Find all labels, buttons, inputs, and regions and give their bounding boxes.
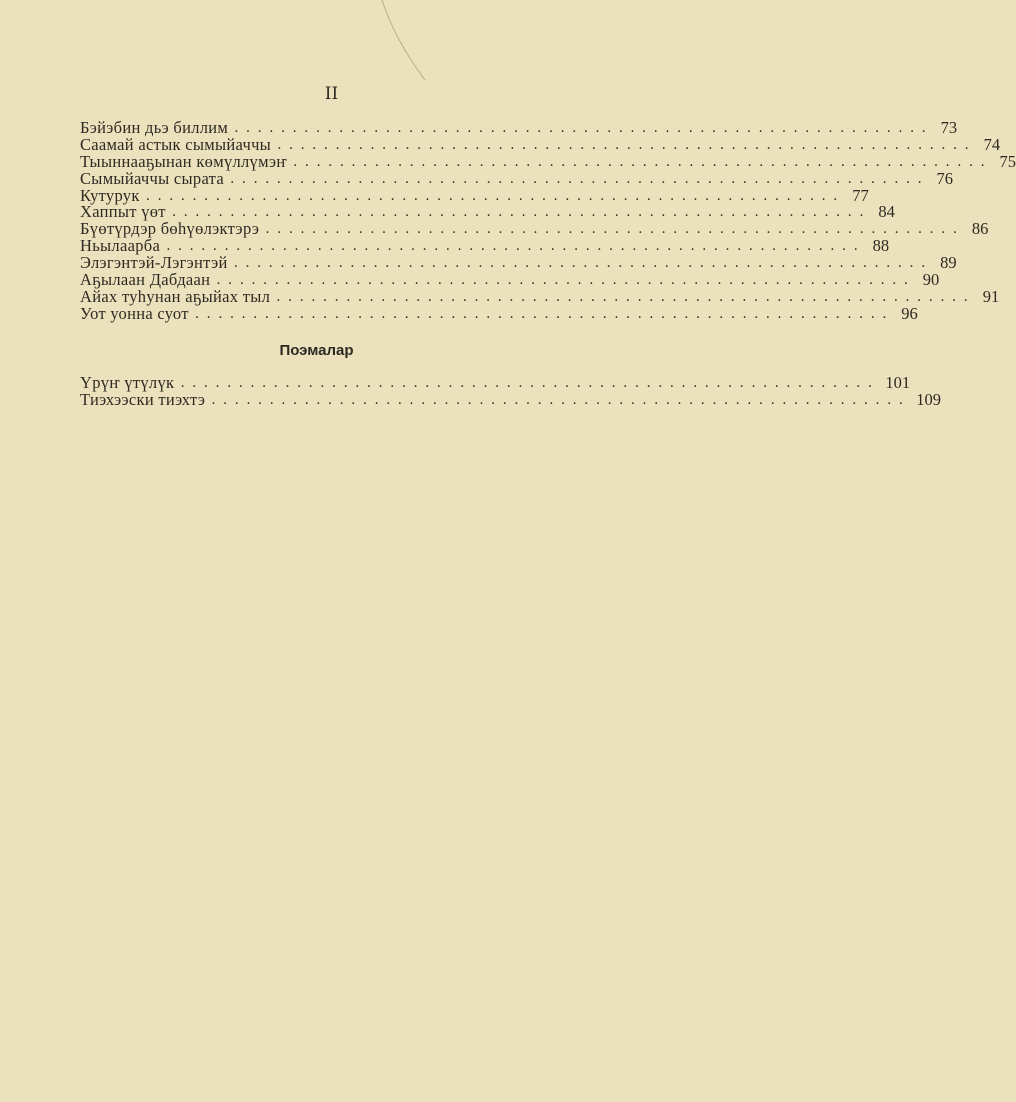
entry-title: Бэйэбин дьэ биллим [80, 118, 229, 137]
dot-leader: ............................................................ [276, 288, 976, 305]
toc-list [80, 118, 1016, 323]
paper-crease [380, 0, 430, 90]
entry-title: Уот уонна суот [80, 303, 189, 323]
entry-page: 96 [901, 303, 918, 323]
entry-title: Саамай астык сымыйаччы [80, 134, 272, 154]
entry-page: 77 [852, 185, 869, 205]
entry-title: Бүөтүрдэр бөһүөлэктэрэ [80, 219, 260, 239]
entry-page: 90 [922, 270, 940, 290]
entry-title: Аҕылаан Дабдаан [80, 270, 211, 290]
entry-page: 101 [885, 373, 911, 392]
entry-page: 88 [872, 236, 890, 256]
entry-title: Тыыннааҕынан көмүллүмэҥ [80, 151, 288, 171]
dot-leader: ............................................................ [180, 375, 880, 391]
dot-leader: ............................................................ [166, 238, 866, 255]
dot-leader: ............................................................ [171, 204, 871, 221]
entry-page: 109 [916, 389, 942, 409]
dot-leader: ............................................................ [265, 221, 965, 238]
entry-title: Үрүҥ үтүлүк [80, 373, 175, 392]
dot-leader: ............................................................ [293, 153, 993, 170]
dot-leader: ............................................................ [211, 391, 911, 408]
dot-leader: ............................................................ [194, 305, 894, 322]
entry-title: Хаппыт үөт [80, 202, 166, 222]
entry-title: Айах туһунан аҕыйах тыл [80, 286, 271, 306]
page-number: II [324, 84, 339, 104]
entry-page: 86 [971, 219, 989, 239]
toc-poems-list [80, 373, 942, 409]
dot-leader: ............................................................ [230, 170, 930, 187]
toc-entry [80, 389, 942, 409]
dot-leader: ............................................................ [233, 255, 933, 272]
entry-page: 74 [983, 134, 1001, 154]
dot-leader: ............................................................ [145, 187, 845, 204]
section-heading: Поэмалар [279, 342, 354, 359]
entry-title: Ньылаарба [80, 236, 161, 256]
dot-leader: ............................................................ [234, 120, 934, 136]
toc-entry [80, 168, 954, 188]
entry-title: Сымыйаччы сырата [80, 168, 225, 188]
entry-page: 73 [940, 118, 958, 137]
entry-page: 84 [878, 202, 895, 222]
entry-title: Элэгэнтэй-Лэгэнтэй [80, 253, 228, 273]
dot-leader: ............................................................ [216, 272, 916, 289]
entry-title: Кутурук [80, 185, 140, 205]
entry-page: 89 [940, 253, 957, 273]
entry-page: 76 [936, 168, 954, 188]
entry-page: 75 [999, 151, 1016, 171]
entry-page: 91 [982, 286, 1000, 306]
toc-entry [80, 303, 918, 323]
dot-leader: ............................................................ [277, 136, 977, 153]
entry-title: Тиэхээски тиэхтэ [80, 389, 206, 409]
